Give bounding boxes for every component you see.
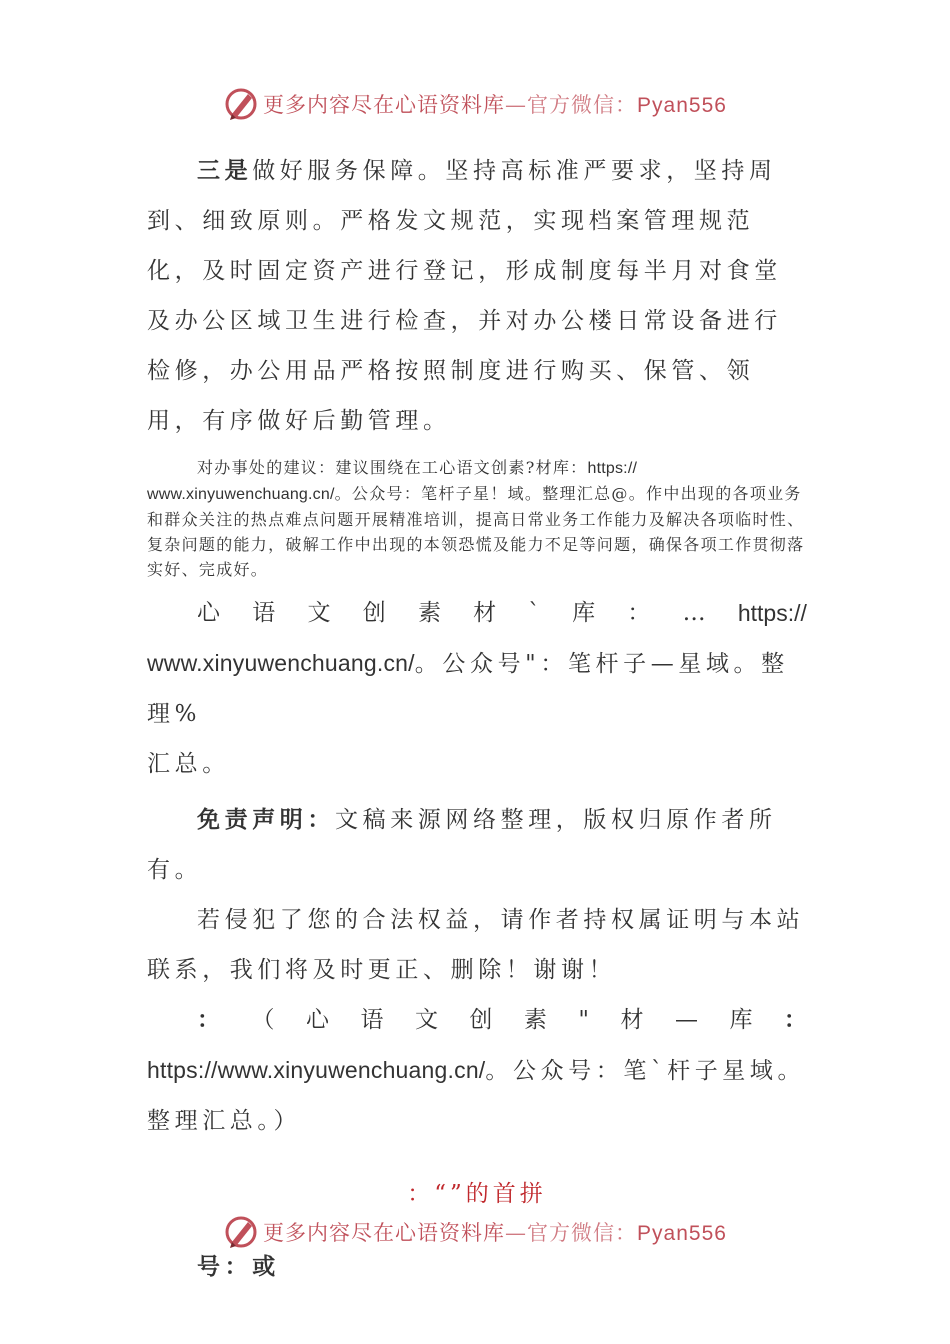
banner-handle: Pyan556 xyxy=(637,1222,727,1245)
disclaimer-text: 文稿来源网络整理，版权归原作者所有。 xyxy=(147,807,777,883)
suggestion-text-a: 对办事处的建议：建议围绕在工心语文创素?材库： xyxy=(197,458,588,477)
paragraph-source-1 xyxy=(147,638,807,789)
char: — xyxy=(674,1007,698,1033)
url-start: https:// xyxy=(737,600,807,626)
char: 库 xyxy=(572,600,596,626)
document-body xyxy=(147,146,807,1292)
banner-sub: —官方微信： xyxy=(505,93,638,117)
source2-line3: 整理汇总。） xyxy=(147,1108,302,1134)
red-annotation: ：“”的首拼 xyxy=(407,1181,547,1207)
char: 文 xyxy=(307,600,331,626)
char: ` xyxy=(528,600,540,626)
paragraph-source-2 xyxy=(147,1045,807,1146)
disclaimer-label: 免责声明： xyxy=(197,806,335,833)
pen-logo-icon xyxy=(223,86,259,122)
suggestion-text-b: 。公众号：笔杆子星！域。整理汇总@。作中出现的各项业务和群众关注的热点难点问题开展精准培训，提高日常业务工作能力及解决各项临时性、复杂问题的能力，破解工作中出现的本领恐慌及能力不足等问题，确保各项工作贯彻落实好、完成好。 xyxy=(147,484,805,579)
suggestion-url-part1: https:// xyxy=(587,460,638,477)
header-banner-text xyxy=(263,89,727,119)
char: 创 xyxy=(469,1007,493,1033)
char: " xyxy=(578,1007,589,1033)
infringement-text: 若侵犯了您的合法权益，请作者持权属证明与本站联系，我们将及时更正、删除！谢谢！ xyxy=(147,907,805,983)
char: 文 xyxy=(414,1007,438,1033)
footer-banner xyxy=(0,1212,950,1252)
char: 创 xyxy=(362,600,386,626)
source2-rest: 。公众号：笔`杆子星域。 xyxy=(485,1058,806,1084)
char: 心 xyxy=(197,600,220,626)
char: （ xyxy=(251,1007,275,1033)
banner-sub: —官方微信： xyxy=(505,1221,638,1245)
char: 素 xyxy=(523,1007,547,1033)
source-url: www.xinyuwenchuang.cn/ xyxy=(147,650,415,676)
paragraph-text: 做好服务保障。坚持高标准严要求，坚持周到、细致原则。严格发文规范，实现档案管理规范化，及时固定资产进行登记，形成制度每半月对食堂及办公区域卫生进行检查，并对办公楼日常设备进行检修，办公用品严格按照制度进行购买、保管、领用，有序做好后勤管理。 xyxy=(147,158,782,434)
last-line-text: 号：或 xyxy=(197,1253,280,1280)
paragraph-disclaimer xyxy=(147,795,807,895)
char: … xyxy=(682,600,706,626)
header-banner xyxy=(0,84,950,124)
source-rest: 。公众号"：笔杆子—星域。整理% xyxy=(147,651,789,727)
char: 语 xyxy=(252,600,276,626)
spread-line-2 xyxy=(147,995,807,1045)
footer-banner-text xyxy=(263,1217,727,1247)
paragraph-suggestion xyxy=(147,455,807,582)
suggestion-url-part2: www.xinyuwenchuang.cn/ xyxy=(147,486,335,503)
paragraph-service xyxy=(147,146,807,446)
spread-line-1 xyxy=(147,588,807,638)
char: 材 xyxy=(473,600,497,626)
pen-logo-icon xyxy=(223,1214,259,1250)
banner-main: 更多内容尽在心语资料库 xyxy=(263,1221,506,1245)
char: 心 xyxy=(305,1007,329,1033)
char: 语 xyxy=(360,1007,384,1033)
char: 素 xyxy=(417,600,441,626)
char: ： xyxy=(783,1006,807,1033)
char: 库 xyxy=(729,1007,753,1033)
char: 材 xyxy=(620,1007,644,1033)
paragraph-lead: 三是 xyxy=(197,157,253,184)
source2-url: https://www.xinyuwenchuang.cn/ xyxy=(147,1057,486,1083)
paragraph-infringement xyxy=(147,895,807,995)
banner-main: 更多内容尽在心语资料库 xyxy=(263,93,506,117)
char: ： xyxy=(627,600,651,626)
char: ： xyxy=(197,1006,220,1033)
banner-handle: Pyan556 xyxy=(637,94,727,117)
source-line3: 汇总。 xyxy=(147,751,230,777)
